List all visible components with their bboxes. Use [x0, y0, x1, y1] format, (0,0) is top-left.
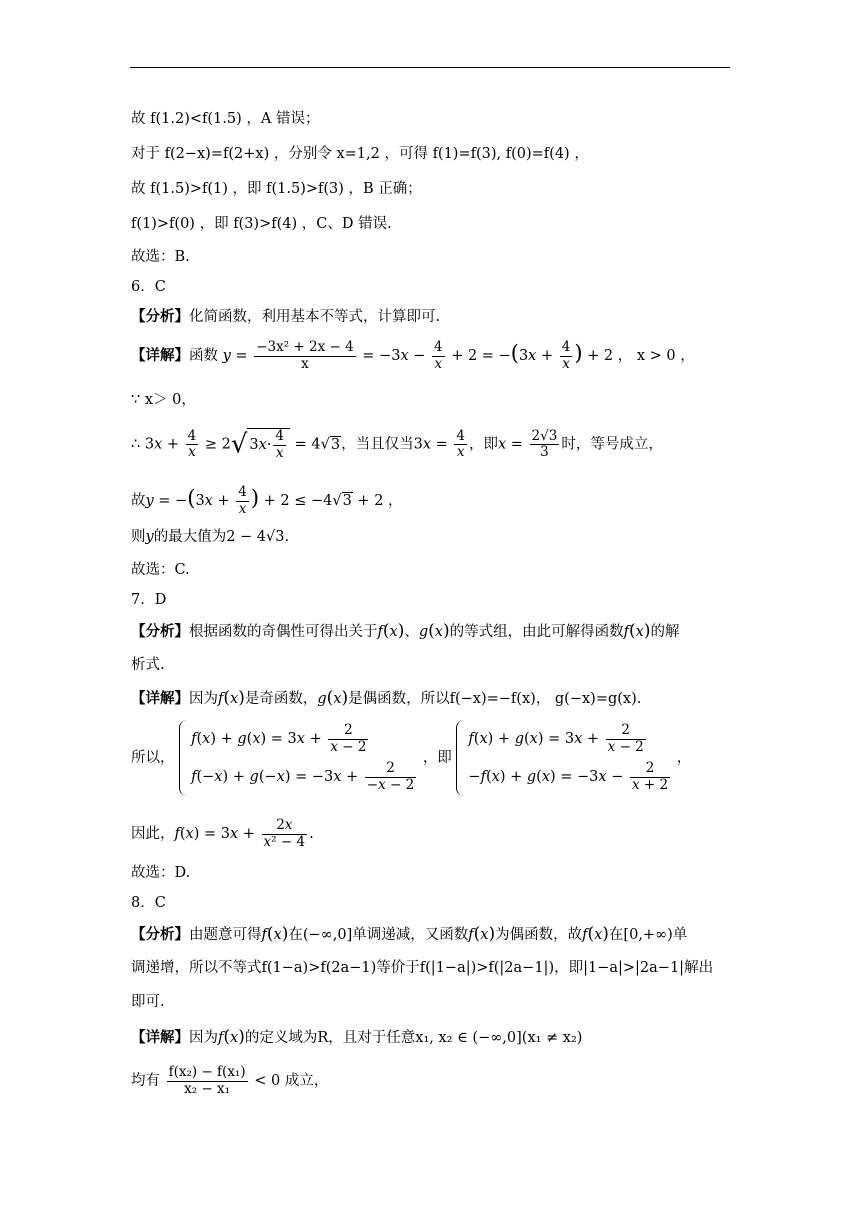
detail-line: 【详解】因为f(x)的定义域为R，且对于任意x₁, x₂ ∈ (−∞,0](x₁ ≠ x₂): [131, 1027, 583, 1047]
math: x=1,2: [336, 146, 380, 162]
text: 故: [131, 493, 146, 510]
equation-system: f(x) + g(x) = 3x + $\frac{2}{x - 2}$ −f(x) + g(x) = −3x − $\frac{2}{x + 2}$: [456, 720, 672, 796]
math: f(2−x)=f(2+x): [164, 146, 270, 162]
equation-system-line: 所以， f(x) + g(x) = 3x + $\frac{2}{x - 2}$ f(−x) + g(−x) = −3x + $\frac{2}{-x - 2}$ ，即 f(x) + g(x) = 3x + $\frac{2}{x - 2}$ −f(x) + g(x) = −3x − $\frac{2}{x + 2}$ ，: [131, 720, 691, 796]
text: ，当且仅当: [341, 436, 414, 453]
text-line: 则y的最大值为2 − 4√3.: [131, 529, 290, 545]
text: 对于: [131, 146, 160, 162]
text: 是偶函数，所以: [348, 691, 450, 707]
text: ，即: [554, 960, 584, 976]
text-line: 故y = −(3x + $\frac{4}{x}$ ) + 2 ≤ −4√3 + 2 ，: [131, 484, 403, 517]
text: 在: [608, 927, 624, 943]
header-rule: [130, 67, 730, 68]
text-line: 故选：D.: [131, 865, 191, 881]
text: ，分别令: [273, 146, 332, 162]
fraction: $\frac{4}{x}$: [456, 427, 465, 461]
detail-line: 【详解】函数 y = $\frac{\text{−3x² + 2x − 4}}{x}$ = −3x − $\frac{4}{x}$ + 2 = −(3x + $\frac{4}{x}$ ) + 2 ， x > 0 ，: [131, 339, 695, 372]
section-label: 【详解】: [131, 1030, 189, 1046]
fraction: $\frac{4}{x}$: [561, 339, 571, 372]
numerator: f(x₂) − f(x₁): [168, 1064, 246, 1080]
text-line: ∵ x＞ 0，: [131, 392, 196, 408]
sqrt: √ 3x· $\frac{4}{x}$: [231, 428, 290, 461]
math: x > 0: [636, 348, 676, 365]
text: 时，等号成立，: [561, 436, 663, 453]
text: 因为: [189, 1030, 218, 1046]
denominator: x₂ − x₁: [184, 1080, 231, 1097]
text-line: ∴ 3x + $\frac{4}{x}$ ≥ 2√ 3x· $\frac{4}{x}$ = 4√3，当且仅当3x = $\frac{4}{x}$ ，即x = $\frac{2√3}{3}$ 时，等号成立，: [131, 427, 663, 461]
text: ，B 正确；: [348, 181, 422, 197]
math: f(1−a)>f(2a−1): [261, 960, 377, 976]
section-label: 【分析】: [131, 309, 189, 325]
text: 由题意可得: [189, 927, 262, 943]
text: 的定义域为: [244, 1030, 318, 1046]
math: [0,+∞): [623, 927, 673, 943]
math: f(1.5)>f(3): [266, 181, 344, 197]
text: 在: [288, 927, 303, 943]
text: ，且对于任意: [328, 1030, 416, 1046]
section-label: 【分析】: [131, 927, 189, 943]
text-line: [131, 182, 422, 197]
math: f(1.5)>f(1): [150, 181, 228, 197]
text: 所以，: [131, 749, 175, 766]
math: f(−x)=−f(x): [449, 691, 536, 707]
analysis-line: 【分析】由题意可得f(x)在(−∞,0]单调递减，又函数f(x)为偶函数，故f(x)在[0,+∞)单: [131, 924, 688, 944]
equation-system: f(x) + g(x) = 3x + $\frac{2}{x - 2}$ f(−x) + g(−x) = −3x + $\frac{2}{-x - 2}$: [179, 720, 418, 796]
fraction: $\frac{2√3}{3}$: [531, 427, 558, 461]
analysis-line: [131, 310, 440, 325]
text: 的最大值为: [153, 529, 227, 545]
math: f(1)=f(3), f(0)=f(4): [432, 146, 570, 162]
text: ，C、D 错误.: [301, 216, 392, 232]
text: 故: [131, 111, 146, 127]
text-line: 故选：B.: [131, 249, 190, 265]
math: R: [317, 1030, 329, 1046]
text: 解出: [684, 960, 714, 976]
text-line: 故选：C.: [131, 562, 190, 578]
text: ，即: [422, 749, 452, 766]
text-line: [131, 217, 392, 232]
section-label: 【详解】: [131, 348, 189, 365]
analysis-line: 【分析】根据函数的奇偶性可得出关于f(x)、g(x)的等式组，由此可解得函数f(x)的解: [131, 621, 680, 641]
text: < 0 成立，: [254, 1073, 329, 1090]
section-label: 【详解】: [131, 691, 189, 707]
text: 根据函数的奇偶性可得出关于: [189, 624, 378, 640]
text-line: [131, 112, 319, 127]
text: 故: [131, 181, 146, 197]
text: 函数: [189, 348, 218, 365]
text: 单调递减，又函数: [352, 927, 469, 943]
text: ，: [574, 146, 589, 162]
fraction: [167, 1065, 248, 1097]
text: 则: [131, 529, 146, 545]
text: 单: [672, 927, 688, 943]
text: 为偶函数，故: [495, 927, 583, 943]
text: 调递增，所以不等式: [131, 960, 262, 976]
text: 、: [404, 624, 419, 640]
text-line: [131, 961, 713, 976]
math: x₁, x₂ ∈ (−∞,0](x₁ ≠ x₂): [415, 1030, 583, 1046]
numerator: −3x² + 2x − 4: [256, 339, 354, 355]
text: 的解: [650, 624, 680, 640]
text: ，A 错误；: [246, 111, 320, 127]
detail-line: 【详解】因为f(x)是奇函数，g(x)是偶函数，所以f(−x)=−f(x)， g(−x)=g(x).: [131, 688, 642, 708]
text-line: [131, 1065, 328, 1097]
fraction: [254, 340, 356, 372]
fraction: $\frac{4}{x}$: [434, 339, 443, 372]
text: ，可得: [384, 146, 428, 162]
text: ，即: [199, 216, 229, 232]
math: f(1)>f(0): [131, 216, 195, 232]
fraction: $\frac{4}{x}$: [187, 427, 197, 461]
math: |1−a|>|2a−1|: [583, 960, 685, 976]
section-label: 【分析】: [131, 624, 189, 640]
question-number: 8．C: [131, 895, 166, 911]
question-number: 7．D: [131, 592, 167, 608]
text: 因为: [189, 691, 218, 707]
text-line: 因此，f(x) = 3x + $\frac{2x}{\text{x² − 4}}$ .: [131, 817, 314, 850]
question-number: 6．C: [131, 279, 166, 295]
text-line: 析式.: [131, 657, 165, 673]
text: 是奇函数，: [244, 691, 318, 707]
math: f(3)>f(4): [233, 216, 298, 232]
math: (−∞,0]: [302, 927, 353, 943]
text-line: 即可.: [131, 994, 165, 1010]
text: ，即: [468, 436, 498, 453]
text-line: [131, 147, 589, 162]
math: 2 − 4√3: [226, 529, 285, 545]
text: 因此，: [131, 826, 175, 843]
text: 等价于: [376, 960, 420, 976]
text: .: [284, 529, 290, 545]
denominator: x: [301, 355, 309, 372]
text: 化简函数，利用基本不等式，计算即可.: [189, 309, 441, 325]
text: 均有: [131, 1073, 160, 1090]
math: g(−x)=g(x): [554, 691, 637, 707]
text: ，即: [232, 181, 262, 197]
math: f(|1−a|)>f(|2a−1|): [419, 960, 555, 976]
text: 的等式组，由此可解得函数: [449, 624, 624, 640]
fraction: $\frac{2x}{\text{x² − 4}}$: [263, 817, 306, 850]
math: f(1.2)<f(1.5): [150, 111, 242, 127]
fraction: $\frac{4}{x}$: [238, 484, 247, 517]
